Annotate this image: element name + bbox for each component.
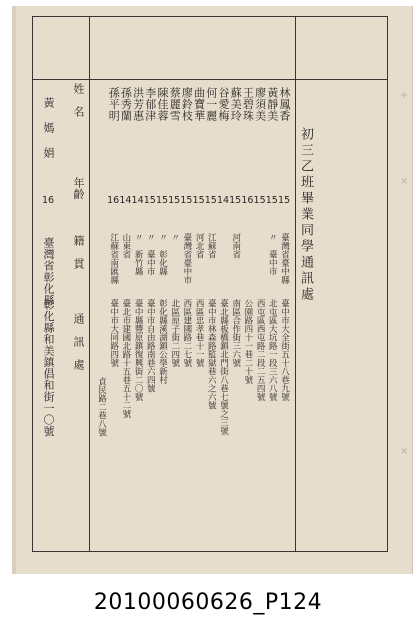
student-age: 15 [168,195,181,206]
student-origin: 江蘇省 [206,233,217,259]
edge-mark: + [400,90,409,101]
student-origin: 〃 新竹縣 [133,233,144,276]
student-address: 北區原子街二四號 [169,299,180,367]
student-name: 黃靜美 [265,87,279,122]
student-origin: 〃 彰化縣 [157,233,168,276]
student-name: 孫平明 [107,87,121,122]
example-address: 彰化縣和美鎮倡和街一〇號 [42,299,55,437]
header-origin: 籍 貫 [72,235,85,270]
student-name: 谷愛梅 [217,87,230,122]
student-name: 王碧珠 [241,87,255,122]
student-origin: 〃 臺中市 [267,233,278,276]
student-name: 李郁津 [143,87,157,122]
example-name: 黃 媽 娟 [42,97,55,159]
student-origin: 臺灣省臺中市 [181,233,192,284]
student-address: 南區合作街三六號 [230,299,241,367]
student-origin: 河南省 [230,233,241,259]
title-column-rule [295,17,296,551]
student-age: 15 [155,195,169,206]
student-address: 臺中市大同路四號 [108,299,119,367]
header-column-rule [89,17,90,551]
document-page [12,6,413,574]
student-address: 臺北市建國北路十五巷五十二號 [120,299,131,418]
header-name: 姓 名 [72,83,85,118]
student-age: 16 [107,195,120,206]
student-address: 北屯區大坑路一段三六八號 [267,299,278,401]
student-age: 14 [119,195,132,206]
student-origin: 〃 [169,233,180,250]
student-name: 陳佳蓉 [156,87,169,122]
student-address: 臺中市林森路監獄巷六之六號 [206,299,217,410]
student-address: 彰化縣溪湖鎮公學新村 [157,299,168,384]
student-address: 臺北縣板橋鎮北門街八巷七號之三號 [218,299,229,435]
student-address: 臺中市大全街五十八巷九號 [279,299,290,401]
student-origin: 河北省 [194,233,205,259]
student-age: 15 [143,195,156,206]
document-title: 初三乙班畢業同學通訊處 [298,127,313,303]
student-age: 15 [229,195,242,206]
edge-mark: × [400,176,409,187]
student-address: 臺中市自由路南巷六四號 [145,299,156,393]
student-address: 西區建國路二七號 [181,299,192,367]
page-code: 20100060626_P124 [93,590,323,615]
header-age: 年齡 [72,177,85,200]
student-name: 林鳳香 [278,87,291,122]
address-continuation: 貞民路二巷八號 [96,377,107,437]
student-origin: 臺灣省臺中縣 [279,233,290,284]
student-address: 公園路四十一巷二十號 [242,299,253,384]
student-age: 15 [180,195,193,206]
student-age: 15 [265,195,278,206]
student-age: 16 [241,195,254,206]
example-age: 16 [41,195,55,206]
student-address: 西區忠孝巷十一號 [194,299,205,367]
student-name: 洪芳惠 [131,87,145,122]
student-origin: 山東省 [120,233,131,259]
student-name: 曲寶華 [192,87,206,122]
student-age: 14 [131,195,144,206]
student-name: 廖鈴枝 [180,87,194,122]
header-divider [33,79,387,80]
student-name: 孫秀蘭 [119,87,133,122]
page-spine [12,6,16,574]
student-name: 廖須美 [253,87,267,122]
student-age: 15 [253,195,266,206]
header-address: 通 訊 處 [72,313,85,371]
example-origin: 臺灣省彰化縣 [42,237,55,306]
student-address: 西屯區西屯路二段二五四號 [255,299,266,401]
student-origin: 〃 臺中市 [145,233,156,276]
student-name: 何一麗 [204,87,218,122]
student-age: 14 [216,195,230,206]
student-name: 蔡麗雪 [168,87,182,122]
student-origin: 江蘇省南匯縣 [108,233,119,284]
table-frame [32,16,388,552]
student-age: 15 [192,195,205,206]
student-name: 蘇美玲 [229,87,243,122]
student-age: 15 [204,195,217,206]
edge-mark: × [400,446,409,457]
student-age: 15 [277,195,291,206]
student-address: 臺中縣豐原鎮復興街二〇號 [133,299,144,401]
